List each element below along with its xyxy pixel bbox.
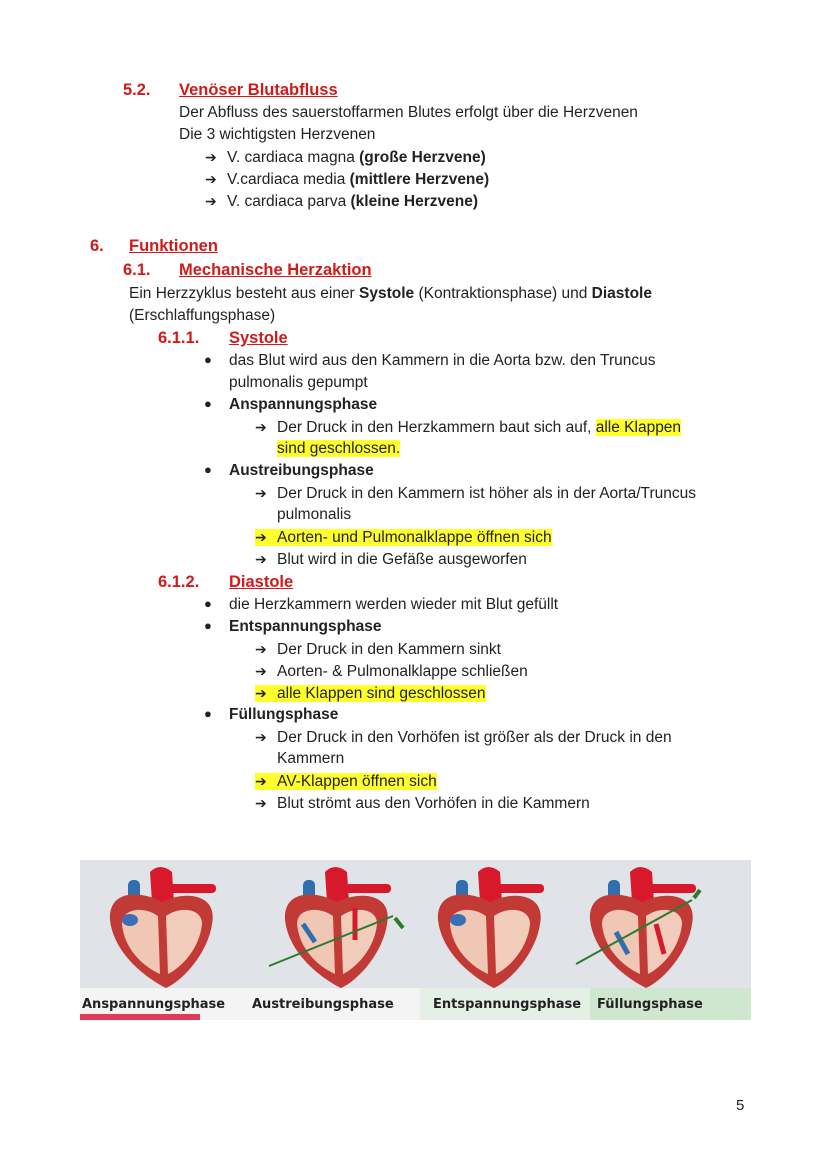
arrow-icon: ➔ (255, 419, 267, 435)
heart-phases-figure (80, 860, 751, 1020)
section-6-number: 6. (90, 237, 104, 255)
bullet-icon: ● (204, 618, 212, 633)
arrow-icon: ➔ (205, 193, 217, 209)
bullet-icon: ● (204, 462, 212, 477)
vein-item: ➔ V. cardiaca parva (kleine Herzvene) (205, 190, 478, 213)
arrow-icon: ➔ (255, 663, 267, 679)
sub-item: ➔ Blut strömt aus den Vorhöfen in die Kammern (255, 792, 590, 815)
list-item-heading: Entspannungsphase (229, 618, 382, 635)
list-item-cont: pulmonalis gepumpt (229, 374, 368, 391)
bullet-icon: ● (204, 596, 212, 611)
bullet-icon: ● (204, 706, 212, 721)
highlight: alle Klappen (595, 419, 682, 436)
arrow-icon: ➔ (255, 773, 267, 789)
sub-item: ➔ Der Druck in den Herzkammern baut sich auf, alle Klappen (255, 416, 681, 439)
section-6-1-1-number: 6.1.1. (158, 329, 200, 347)
sub-item: ➔ Blut wird in die Gefäße ausgeworfen (255, 548, 527, 571)
highlight: ➔ alle Klappen sind geschlossen (255, 685, 486, 702)
sub-item (255, 682, 486, 705)
caption-austreibungsphase: Austreibungsphase (252, 997, 394, 1012)
section-5-2-title: Venöser Blutabfluss (179, 81, 338, 99)
sub-item-cont: Kammern (277, 750, 345, 767)
bullet-icon: ● (204, 396, 212, 411)
section-6-1-1-title: Systole (229, 329, 288, 347)
section-5-2-line2: Die 3 wichtigsten Herzvenen (179, 126, 376, 143)
bullet-icon: ● (204, 352, 212, 367)
sub-item (255, 770, 437, 793)
vein-item: ➔ V.cardiaca media (mittlere Herzvene) (205, 168, 489, 191)
sub-item-cont: pulmonalis (277, 506, 352, 523)
arrow-icon: ➔ (255, 485, 267, 501)
arrow-icon: ➔ (255, 729, 267, 745)
highlight: ➔ AV-Klappen öffnen sich (255, 773, 437, 790)
section-6-1-2-title: Diastole (229, 573, 294, 591)
sub-item-cont (277, 438, 400, 460)
section-6-1-number: 6.1. (123, 261, 151, 279)
section-6-1-intro: Ein Herzzyklus besteht aus einer Systole (Kontraktionsphase) und Diastole (129, 285, 652, 302)
arrow-icon: ➔ (255, 795, 267, 811)
arrow-icon: ➔ (255, 529, 267, 545)
section-5-2-line1: Der Abfluss des sauerstoffarmen Blutes erfolgt über die Herzvenen (179, 104, 638, 121)
vein-item: ➔ V. cardiaca magna (große Herzvene) (205, 146, 486, 169)
highlight: ➔ Aorten- und Pulmonalklappe öffnen sich (255, 529, 552, 546)
sub-item: ➔ Der Druck in den Kammern sinkt (255, 638, 501, 661)
section-6-1-title: Mechanische Herzaktion (179, 261, 372, 279)
list-item-heading: Austreibungsphase (229, 462, 374, 479)
sub-item: ➔ Aorten- & Pulmonalklappe schließen (255, 660, 528, 683)
sub-item: ➔ Der Druck in den Kammern ist höher als in der Aorta/Truncus (255, 482, 696, 505)
section-6-1-intro-line2: (Erschlaffungsphase) (129, 307, 276, 324)
arrow-icon: ➔ (255, 641, 267, 657)
caption-fuellungsphase: Füllungsphase (597, 997, 703, 1012)
section-6-1-2-number: 6.1.2. (158, 573, 200, 591)
list-item-heading: Füllungsphase (229, 706, 339, 723)
list-item: das Blut wird aus den Kammern in die Aorta bzw. den Truncus (229, 352, 656, 369)
page-number: 5 (736, 1097, 745, 1114)
arrow-icon: ➔ (205, 149, 217, 165)
highlight: sind geschlossen. (277, 440, 401, 457)
section-5-2-number: 5.2. (123, 81, 151, 99)
caption-entspannungsphase: Entspannungsphase (433, 997, 582, 1012)
arrow-icon: ➔ (255, 685, 267, 701)
section-6-title: Funktionen (129, 237, 218, 255)
list-item: die Herzkammern werden wieder mit Blut gefüllt (229, 596, 559, 613)
arrow-icon: ➔ (205, 171, 217, 187)
caption-anspannungsphase: Anspannungsphase (82, 997, 226, 1012)
arrow-icon: ➔ (255, 551, 267, 567)
sub-item (255, 526, 552, 549)
sub-item: ➔ Der Druck in den Vorhöfen ist größer als der Druck in den (255, 726, 672, 749)
list-item-heading: Anspannungsphase (229, 396, 378, 413)
